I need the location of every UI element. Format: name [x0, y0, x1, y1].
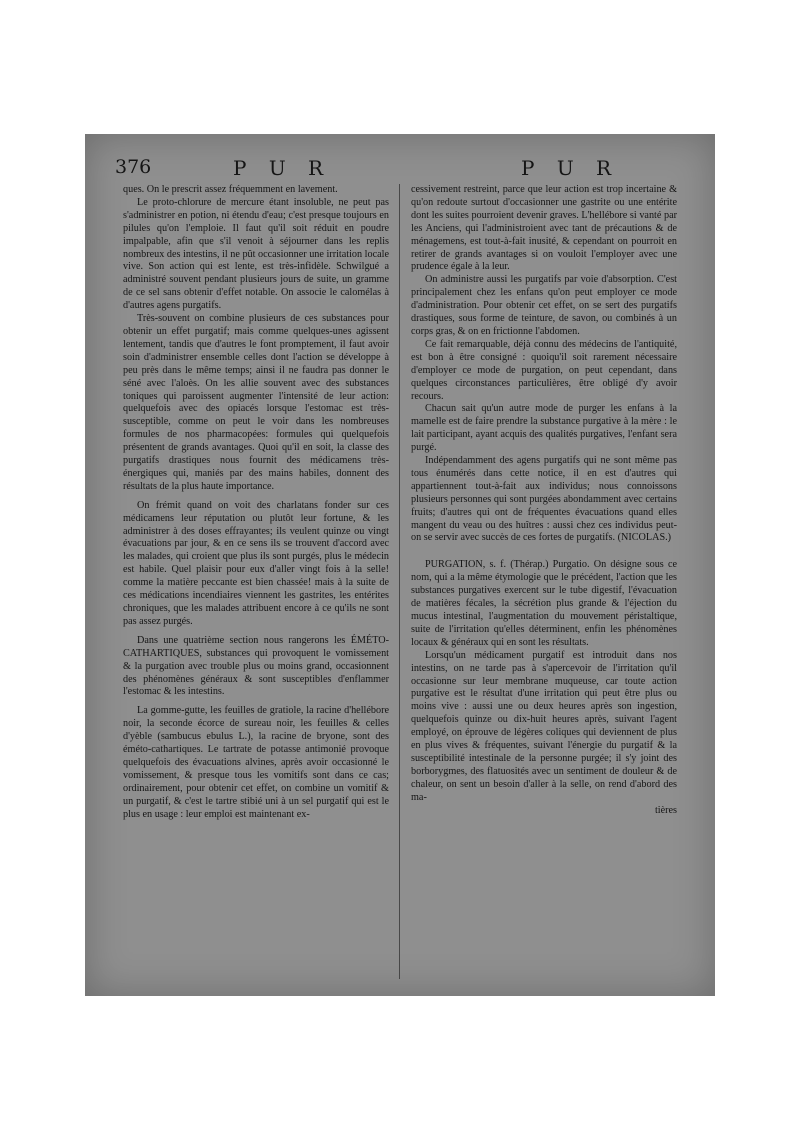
paragraph: Lorsqu'un médicament purgatif est introduit dans nos intestins, on ne tarde pas à s'apercevoir de l'irritation qu'il occasionne sur leur membrane muqueuse, car toute action purgative est le résultat d'une irritation qui peut être plus ou moins vive : aussi une ou deux heures après son ingestion, quelquefois quinze ou dix-huit heures après, suivant l'agent employé, on éprouve de légères coliques qui deviennent de plus en plus vives & fréquentes, suivant l'énergie du purgatif & la susceptibilité intestinale de la personne purgée; il s'y joint des borborygmes, des flatuosités avec un sentiment de douleur & de chaleur, on sent un besoin d'aller à la selle, on rend d'abord des ma-	[411, 649, 677, 803]
paragraph: La gomme-gutte, les feuilles de gratiole, la racine d'hellébore noir, la seconde écorce de sureau noir, les feuilles & celles d'yèble (sambucus ebulus L.), la racine de bryone, sont des éméto-cathartiques. Le tartrate de potasse antimonié provoque quelquefois des évacuations alvines, après avoir occasionné le vomissement, & presque tous les vomitifs sont dans ce cas; ordinairement, pour obtenir cet effet, on combine un vomitif & un purgatif, & c'est le tartre stibié uni à un sel purgatif qui est le plus en usage : leur emploi est maintenant ex-	[123, 705, 389, 820]
column-divider	[399, 184, 400, 979]
scanned-page	[85, 134, 715, 996]
right-column	[411, 184, 677, 818]
running-head-left: P U R	[233, 156, 332, 180]
paragraph: On frémit quand on voit des charlatans fonder sur ces médicamens leur réputation ou plutôt leur fortune, & les administrer à des doses effrayantes; ils veulent quinze ou vingt évacuations par jour, & en ce sens ils se trouvent d'accord avec les malades, qui croient que plus ils sont purgés, plus le médecin est habile. Quel plaisir pour eux d'aller vingt fois à la selle! comme la matière peccante est bien chassée! mais à la suite de ces médications incendiaires viennent les gastrites, les entérites chroniques, que les malades attribuent encore à ce qu'ils ne sont pas assez purgés.	[123, 499, 389, 627]
paragraph: Dans une quatrième section nous rangerons les ÉMÉTO-CATHARTIQUES, substances qui provoquent le vomissement & la purgation avec trouble plus ou moins grand, occasionnent des phénomènes généraux & sont susceptibles d'enflammer l'estomac & les intestins.	[123, 634, 389, 698]
paragraph: On administre aussi les purgatifs par voie d'absorption. C'est principalement chez les enfans qu'on peut employer ce mode d'administration. Pour obtenir cet effet, on se sert des purgatifs drastiques, sous forme de teinture, de savon, ou combinés à un corps gras, & on en frictionne l'abdomen.	[411, 274, 677, 337]
left-column	[123, 184, 389, 822]
page-number: 376	[115, 156, 152, 178]
paragraph: cessivement restreint, parce que leur action est trop incertaine & qu'on redoute surtout d'occasionner une gastrite ou une entérite dont les suites pourroient devenir graves. L'hellébore si vanté par les Anciens, qui l'administroient avec tant de précautions & de ménagemens, est tout-à-fait inusité, & cependant on pourroit en retirer de grands avantages si on vouloit l'employer avec une prudence égale à la leur.	[411, 184, 677, 273]
running-head-right: P U R	[521, 156, 620, 180]
paragraph: ques. On le prescrit assez fréquemment en lavement.	[123, 184, 338, 195]
page-header	[85, 156, 715, 186]
page-content	[85, 134, 715, 996]
paragraph: Très-souvent on combine plusieurs de ces substances pour obtenir un effet purgatif; mais comme quelques-unes agissent lentement, tandis que d'autres le font promptement, il faut avoir soin d'administrer ensemble celles dont l'action se développe à peu près dans le même temps; ainsi il ne faudra pas donner le séné avec l'aloès. On les allie souvent avec des substances toniques qui paroissent augmenter l'intensité de leur action: quelquefois avec des opiacés lorsque l'estomac est très-susceptible, comme on peut le voir dans les nombreuses formules de nos pharmacopées: formules qui quelquefois présentent de grands avantages. Quoi qu'il en soit, la classe des purgatifs drastiques nous fournit des médicamens très-énergiques qui, maniés par des mains habiles, donnent des résultats de la plus haute importance.	[123, 313, 389, 492]
catchword: tières	[654, 804, 677, 816]
paragraph: Le proto-chlorure de mercure étant insoluble, ne peut pas s'administrer en potion, ni étendu d'eau; c'est presque toujours en pilules qu'on l'emploie. Il faut qu'il soit réduit en poudre impalpable, afin que s'il venoit à séjourner dans les replis nombreux des intestins, il ne pût occasionner une irritation locale vive. Son action qui est lente, est très-infidèle. Schwilgué a administré souvent pendant plusieurs jours de suite, un gramme de ce sel sans obtenir d'effet notable. On associe le calomélas à d'autres agens purgatifs.	[123, 196, 389, 312]
paragraph: Chacun sait qu'un autre mode de purger les enfans à la mamelle est de faire prendre la substance purgative à la mère : le lait participant, ayant acquis des qualités purgatives, l'enfant sera purgé.	[411, 403, 677, 454]
paragraph: Indépendamment des agens purgatifs qui ne sont même pas tous énumérés dans cette notice, il en est d'autres qui appartiennent tout-à-fait aux individus; nous connoissons plusieurs personnes qui sont purgées abondamment avec certains fruits; d'autres qui ont de fréquentes évacuations quand elles mangent du veau ou des huîtres : aussi chez ces individus peut-on se servir avec succès de ces fortes de purgatifs. (NICOLAS.)	[411, 455, 677, 544]
article-heading-paragraph: PURGATION, s. f. (Thérap.) Purgatio. On désigne sous ce nom, qui a la même étymologie que le précédent, l'action que les substances purgatives exercent sur le tube digestif, l'évacuation de matières fécales, la sécrétion plus grande & l'éjection du mucus intestinal, l'augmentation du mouvement péristaltique, suite de l'irritation qu'elles déterminent, enfin les phénomènes locaux & généraux qui en sont les résultats.	[411, 559, 677, 648]
paragraph: Ce fait remarquable, déjà connu des médecins de l'antiquité, est bon à être consigné : quoiqu'il soit rarement nécessaire d'employer ce mode de purgation, on peut cependant, dans quelques circonstances particulières, être obligé d'y avoir recours.	[411, 338, 677, 402]
